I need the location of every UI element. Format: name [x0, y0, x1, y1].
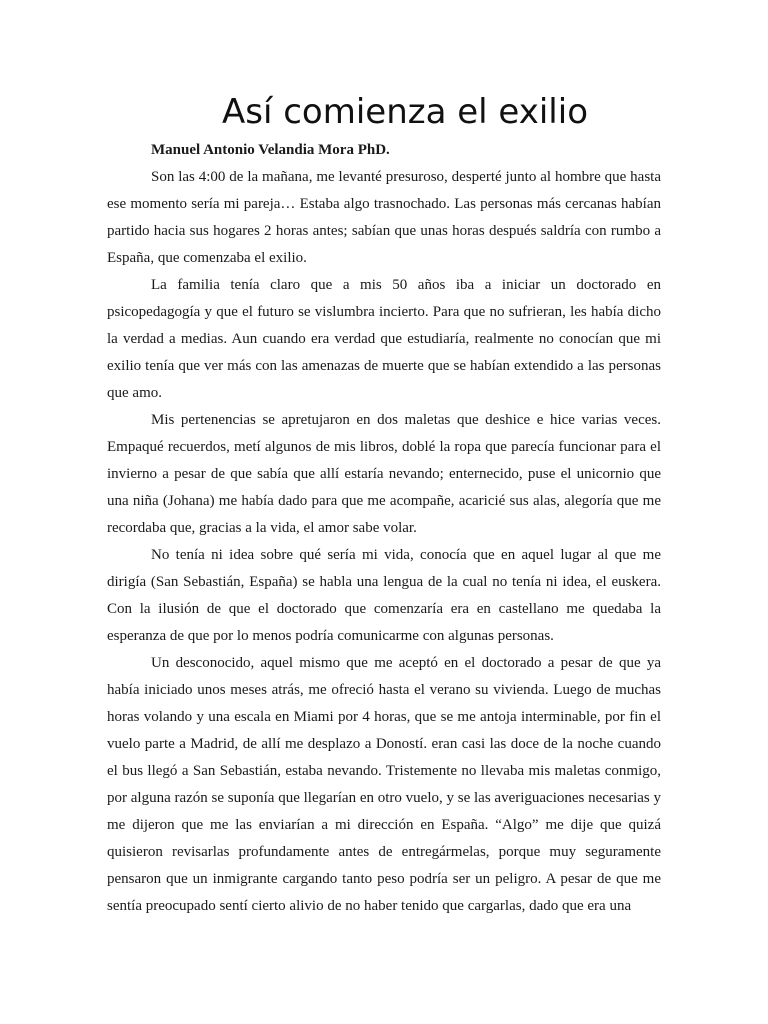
document-body	[107, 137, 661, 920]
paragraph-1: Son las 4:00 de la mañana, me levanté presuroso, desperté junto al hombre que hasta ese momento sería mi pareja… Estaba algo trasnochado. Las personas más cercanas habían partido hacia sus hogares 2 horas antes; sabían que unas horas después saldría con rumbo a España, que comenzaba el exilio.	[107, 169, 661, 266]
paragraph-4: No tenía ni idea sobre qué sería mi vida, conocía que en aquel lugar al que me dirigía (San Sebastián, España) se habla una lengua de la cual no tenía ni idea, el euskera. Con la ilusión de que el doctorado que comenzaría era en castellano me quedaba la esperanza de que por lo menos podría comunicarme con algunas personas.	[107, 547, 661, 644]
paragraph-3: Mis pertenencias se apretujaron en dos maletas que deshice e hice varias veces. Empaqué recuerdos, metí algunos de mis libros, doblé la ropa que parecía funcionar para el invierno a pesar de que sabía que allí estaría nevando; enternecido, puse el unicornio que una niña (Johana) me había dado para que me acompañe, acaricié sus alas, alegoría que me recordaba que, gracias a la vida, el amor sabe volar.	[107, 412, 661, 536]
paragraph-2: La familia tenía claro que a mis 50 años iba a iniciar un doctorado en psicopedagogía y que el futuro se vislumbra incierto. Para que no sufrieran, les había dicho la verdad a medias. Aun cuando era verdad que estudiaría, realmente no conocían que mi exilio tenía que ver más con las amenazas de muerte que se habían extendido a las personas que amo.	[107, 277, 661, 401]
author-line: Manuel Antonio Velandia Mora PhD.	[151, 142, 390, 158]
page-title: Así comienza el exilio	[222, 92, 588, 132]
paragraph-5: Un desconocido, aquel mismo que me aceptó en el doctorado a pesar de que ya había iniciado unos meses atrás, me ofreció hasta el verano su vivienda. Luego de muchas horas volando y una escala en Miami por 4 horas, que se me antoja interminable, por fin el vuelo parte a Madrid, de allí me desplazo a Doností. eran casi las doce de la noche cuando el bus llegó a San Sebastián, estaba nevando. Tristemente no llevaba mis maletas conmigo, por alguna razón se suponía que llegarían en otro vuelo, y se las averiguaciones necesarias y me dijeron que me las enviarían a mi dirección en España. “Algo” me dije que quizá quisieron revisarlas profundamente antes de entregármelas, porque muy seguramente pensaron que un inmigrante cargando tanto peso podría ser un peligro. A pesar de que me sentía preocupado sentí cierto alivio de no haber tenido que cargarlas, dado que era una	[107, 655, 661, 914]
